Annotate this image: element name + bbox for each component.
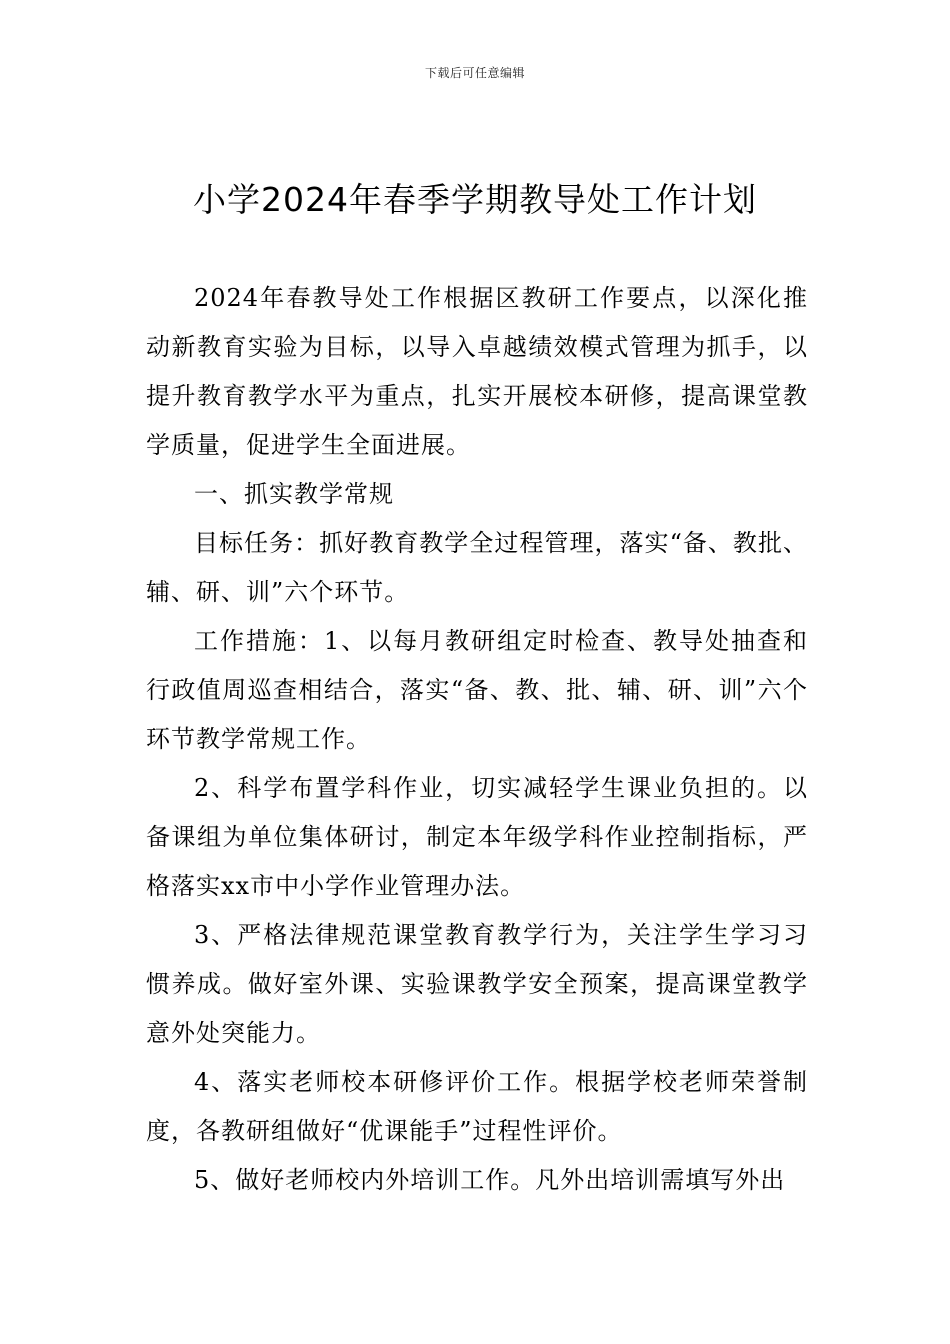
section-heading-1: 一、抓实教学常规 <box>194 480 394 508</box>
paragraph-intro: 2024年春教导处工作根据区教研工作要点，以深化推动新教育实验为目标，以导入卓越绩效模式管理为抓手，以提升教育教学水平为重点，扎实开展校本研修，提高课堂教学质量，促进学生全面进展。 <box>146 284 808 459</box>
document-body <box>146 274 808 1205</box>
paragraph-goal: 目标任务：抓好教育教学全过程管理，落实“备、教批、辅、研、训”六个环节。 <box>146 529 808 606</box>
paragraph-measure-2: 2、科学布置学科作业，切实减轻学生课业负担的。以备课组为单位集体研讨，制定本年级学科作业控制指标，严格落实xx市中小学作业管理办法。 <box>146 774 808 900</box>
paragraph-measure-5: 5、做好老师校内外培训工作。凡外出培训需填写外出 <box>194 1166 786 1194</box>
paragraph-measure-1: 工作措施：1、以每月教研组定时检查、教导处抽查和行政值周巡查相结合，落实“备、教、批、辅、研、训”六个环节教学常规工作。 <box>146 627 808 753</box>
document-title: 小学2024年春季学期教导处工作计划 <box>193 180 757 219</box>
header-note: 下载后可任意编辑 <box>424 66 525 80</box>
paragraph-measure-3: 3、严格法律规范课堂教育教学行为，关注学生学习习惯养成。做好室外课、实验课教学安全预案，提高课堂教学意外处突能力。 <box>146 921 808 1047</box>
paragraph-measure-4: 4、落实老师校本研修评价工作。根据学校老师荣誉制度，各教研组做好“优课能手”过程性评价。 <box>146 1068 808 1145</box>
